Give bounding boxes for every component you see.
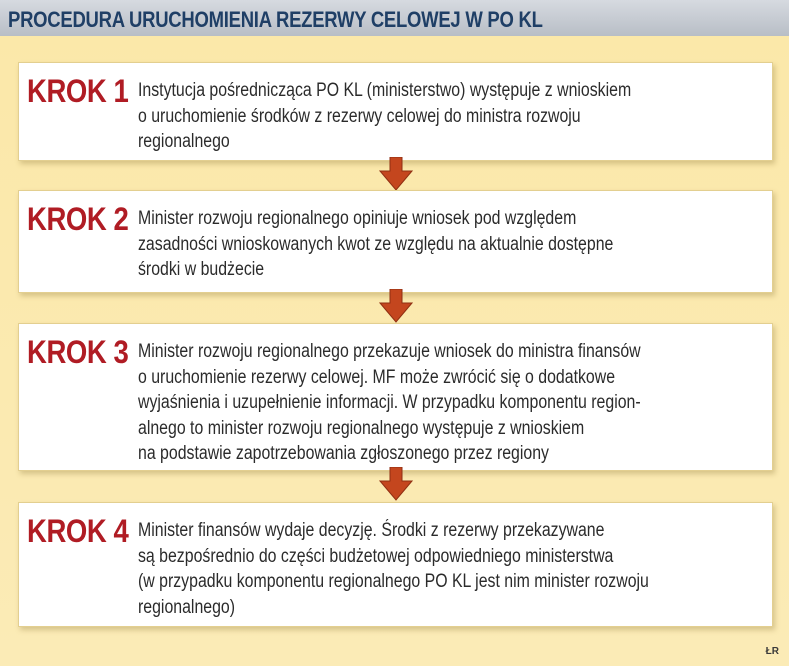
step-box-1 — [18, 62, 773, 161]
down-arrow-icon — [379, 289, 413, 323]
step-text-2: Minister rozwoju regionalnego opiniuje wniosek pod względem zasadności wnioskowanych kwot ze względu na aktualnie dostępne środki w budżecie — [138, 208, 614, 280]
step-label-3: KROK 3 — [27, 334, 129, 370]
step-label-4: KROK 4 — [27, 513, 129, 549]
diagram-title: PROCEDURA URUCHOMIENIA REZERWY CELOWEJ W PO KL — [8, 7, 543, 32]
step-text-1: Instytucja pośrednicząca PO KL (ministerstwo) występuje z wnioskiem o uruchomienie środków z rezerwy celowej do ministra rozwoju regionalnego — [138, 80, 632, 152]
author-credit: ŁR — [765, 646, 779, 657]
step-label-2: KROK 2 — [27, 201, 129, 237]
step-box-4 — [18, 502, 773, 627]
down-arrow-icon — [379, 157, 413, 191]
step-box-3 — [18, 323, 773, 471]
down-arrow-icon — [379, 467, 413, 501]
step-text-4: Minister finansów wydaje decyzję. Środki z rezerwy przekazywane są bezpośrednio do części budżetowej odpowiedniego ministerstwa (w przypadku komponentu regionalnego PO KL jest nim minister rozwoju regionalnego) — [138, 520, 649, 618]
header-bar — [0, 0, 789, 36]
step-text-3: Minister rozwoju regionalnego przekazuje wniosek do ministra finansów o uruchomienie rezerwy celowej. MF może zwrócić się o dodatkowe wyjaśnienia i uzupełnienie informacji. W przypadku komponentu region- alnego to minister rozwoju regionalnego występuje z wnioskiem na podstawie zapotrzebowania zgłoszonego przez regiony — [138, 341, 641, 464]
step-box-2 — [18, 190, 773, 293]
step-label-1: KROK 1 — [27, 73, 129, 109]
